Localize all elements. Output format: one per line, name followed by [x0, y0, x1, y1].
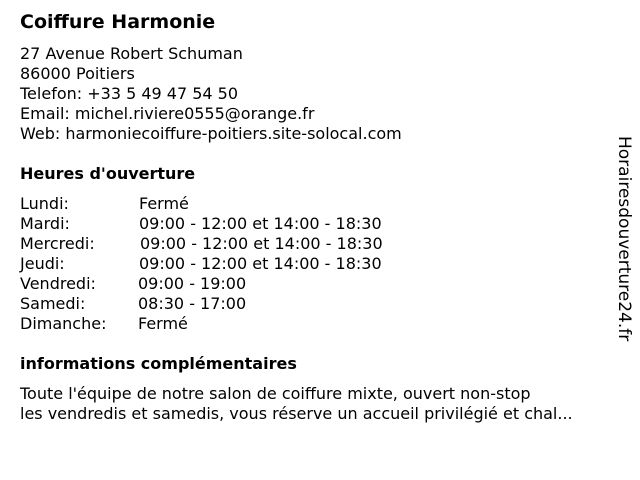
hours-time: 09:00 - 12:00 et 14:00 - 18:30 — [139, 254, 382, 273]
email-text: Email: michel.riviere0555@orange.fr — [20, 104, 315, 123]
watermark-text: Horairesdouverture24.fr — [614, 136, 634, 342]
business-name: Coiffure Harmonie — [20, 11, 216, 33]
hours-time: 09:00 - 12:00 et 14:00 - 18:30 — [140, 234, 383, 253]
hours-time: Fermé — [138, 314, 188, 333]
hours-day: Vendredi: — [20, 274, 96, 293]
watermark — [610, 136, 636, 346]
address-line1: 27 Avenue Robert Schuman — [20, 44, 243, 63]
web-text: Web: harmoniecoiffure-poitiers.site-solocal.com — [20, 124, 402, 143]
hours-day: Mardi: — [20, 214, 70, 233]
phone-text: Telefon: +33 5 49 47 54 50 — [20, 84, 239, 103]
info-heading: informations complémentaires — [20, 354, 297, 373]
info-line1: Toute l'équipe de notre salon de coiffure mixte, ouvert non-stop — [20, 384, 531, 403]
hours-time: 09:00 - 19:00 — [138, 274, 247, 293]
info-line2: les vendredis et samedis, vous réserve un accueil privilégié et chal... — [20, 404, 573, 423]
hours-day: Mercredi: — [20, 234, 95, 253]
hours-time: 08:30 - 17:00 — [138, 294, 247, 313]
hours-time: 09:00 - 12:00 et 14:00 - 18:30 — [139, 214, 382, 233]
hours-day: Samedi: — [20, 294, 86, 313]
contact-block — [20, 44, 402, 144]
address-line2: 86000 Poitiers — [20, 64, 135, 83]
hours-day: Lundi: — [20, 194, 69, 213]
hours-day: Dimanche: — [20, 314, 107, 333]
hours-time: Fermé — [139, 194, 189, 213]
hours-day: Jeudi: — [20, 254, 65, 273]
hours-heading: Heures d'ouverture — [20, 164, 196, 183]
info-description — [20, 384, 573, 424]
